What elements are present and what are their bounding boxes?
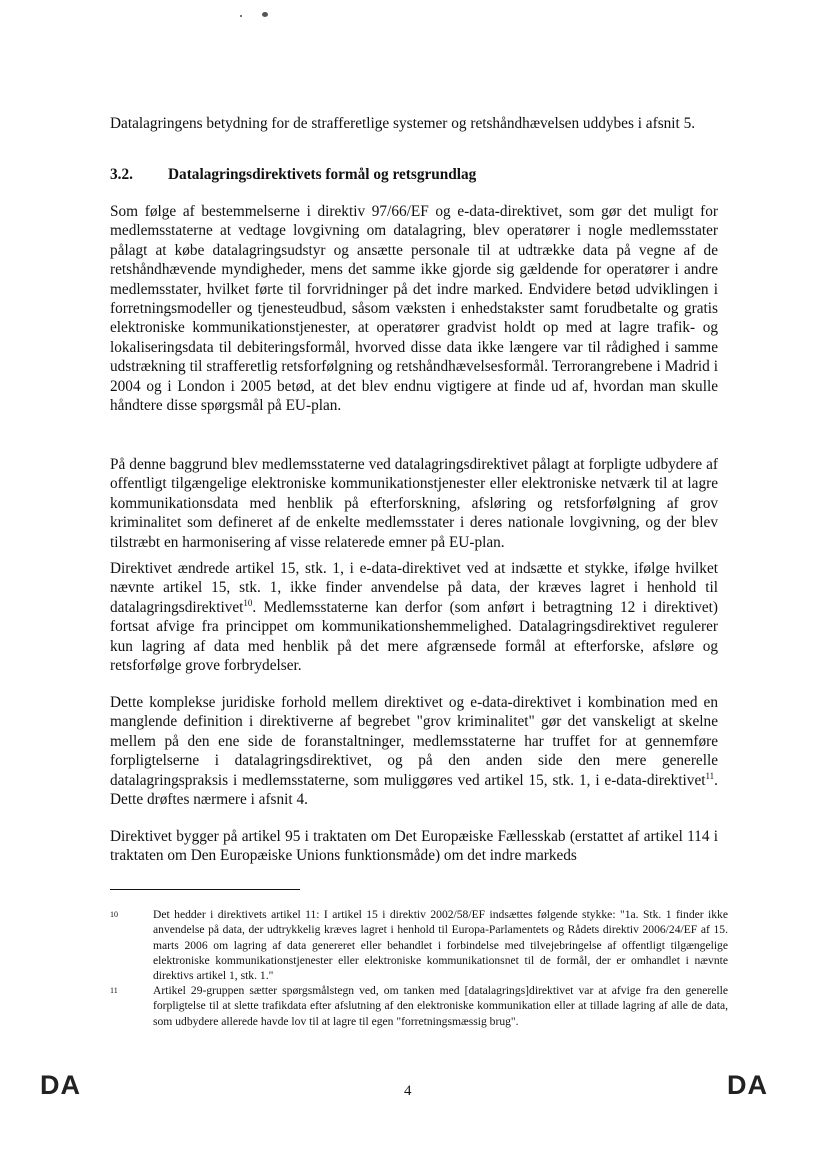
footnote-10 — [110, 907, 728, 983]
page-number: 4 — [404, 1083, 412, 1099]
paragraph-text: Dette komplekse juridiske forhold mellem direktivet og e-data-direktivet i kombination med en manglende definition i direktiverne af begrebet "grov kriminalitet" gør det vanskeligt at skelne mellem på den ene side de foranstaltninger, medlemsstaterne har truffet for at gennemføre forpligtelserne i datalagringsdirektivet, og på den anden side den mere generelle datalagringspraksis i medlemsstaterne, som muliggøres ved artikel 15, stk. 1, i e-data-direktivet — [110, 694, 718, 789]
paragraph-text: . Medlemsstaterne kan derfor (som anført i betragtning 12 i direktivet) fortsat afvige fra princippet om kommunikationshemmelighed. Datalagringsdirektivet regulerer kun lagring af data med henblik på det mere afgrænsede formål at efterforske, afsløre og retsforfølge grove forbrydelser. — [110, 598, 718, 675]
footnote-number: 10 — [110, 910, 118, 919]
footnote-ref: 11 — [705, 770, 715, 781]
language-mark-right: DA — [727, 1070, 768, 1100]
paragraph-article15 — [110, 559, 718, 675]
paragraph-legal-basis: Direktivet bygger på artikel 95 i traktaten om Det Europæiske Fællesskab (erstattet af artikel 114 i traktaten om Den Europæiske Unions funktionsmåde) om det indre markeds — [110, 828, 718, 865]
paragraph-legal-relationship — [110, 693, 718, 809]
paragraph-text: Direktivet ændrede artikel 15, stk. 1, i e-data-direktivet ved at indsætte et stykke, ifølge hvilket nævnte artikel 15, stk. 1, ikke finder anvendelse på data, der kræves lagret i henhold til datalagringsdirektivet — [110, 560, 718, 616]
paragraph-obligations: På denne baggrund blev medlemsstaterne ved datalagringsdirektivet pålagt at forpligte udbydere af offentligt tilgængelige elektroniske kommunikationstjenester eller elektroniske netværk til at lagre kommunikationsdata med henblik på efterforskning, afsløring og retsforfølgning af grov kriminalitet som defineret af de enkelte medlemsstater i deres nationale lovgivning, og der blev tilstræbt en harmonisering af visse relaterede emner på EU-plan. — [110, 456, 718, 551]
footnote-11 — [110, 983, 728, 1029]
footnote-number: 11 — [110, 986, 118, 995]
section-title: Datalagringsdirektivets formål og retsgrundlag — [168, 166, 477, 183]
paragraph-background: Som følge af bestemmelserne i direktiv 97/66/EF og e-data-direktivet, som gør det muligt for medlemsstaterne at vedtage lovgivning om datalagring, blev operatører i nogle medlemsstater pålagt at købe datalagringsudstyr og ansætte personale til at udtrække data på vegne af de retshåndhævende myndigheder, mens det samme ikke gjorde sig gældende for operatører i andre medlemsstater, hvilket førte til forvridninger på det indre marked. Endvidere betød udviklingen i forretningsmodeller og tjenesteudbud, såsom væksten i enhedstakster samt forudbetalte og gratis elektroniske kommunikationstjenester, at operatører gradvist holdt op med at lagre trafik- og lokaliseringsdata til debiteringsformål, hvorved disse data ikke længere var til rådighed i samme udstrækning til strafferetlig retsforfølgning og retshåndhævelsesformål. Terrorangrebene i Madrid i 2004 og i London i 2005 betød, at det blev endnu vigtigere at finde ud af, hvordan man skulle håndtere disse spørgsmål på EU-plan. — [110, 203, 718, 415]
footnote-separator — [110, 889, 300, 890]
scan-speck — [262, 12, 268, 17]
paragraph-text: . Dette drøftes nærmere i afsnit 4. — [110, 771, 718, 809]
language-mark-left: DA — [40, 1070, 81, 1100]
intro-paragraph: Datalagringens betydning for de strafferetlige systemer og retshåndhævelsen uddybes i afsnit 5. — [110, 115, 696, 132]
footnote-text: Det hedder i direktivets artikel 11: I artikel 15 i direktiv 2002/58/EF indsættes følgende stykke: "1a. Stk. 1 finder ikke anvendelse på data, der udtrykkelig kræves lagret i henhold til Europa-Parlamentets og Rådets direktiv 2006/24/EF af 15. marts 2006 om lagring af data genereret eller behandlet i forbindelse med tilvejebringelse af offentligt tilgængelige elektroniske kommunikationstjenester eller elektroniske kommunikationsnet til de formål, der er omhandlet i nævnte direktivs artikel 1, stk. 1." — [153, 908, 728, 983]
section-number: 3.2. — [110, 166, 133, 183]
section-heading — [110, 166, 718, 184]
footnote-text: Artikel 29-gruppen sætter spørgsmålstegn ved, om tanken med [datalagrings]direktivet var at afvige fra den generelle forpligtelse til at slette trafikdata efter afslutning af den elektroniske kommunikation eller at tillade lagring af alle de data, som udbydere allerede havde lov til at lagre til egen "forretningsmæssig brug". — [153, 984, 728, 1028]
scan-speck — [240, 15, 242, 17]
footnote-ref: 10 — [243, 597, 253, 608]
